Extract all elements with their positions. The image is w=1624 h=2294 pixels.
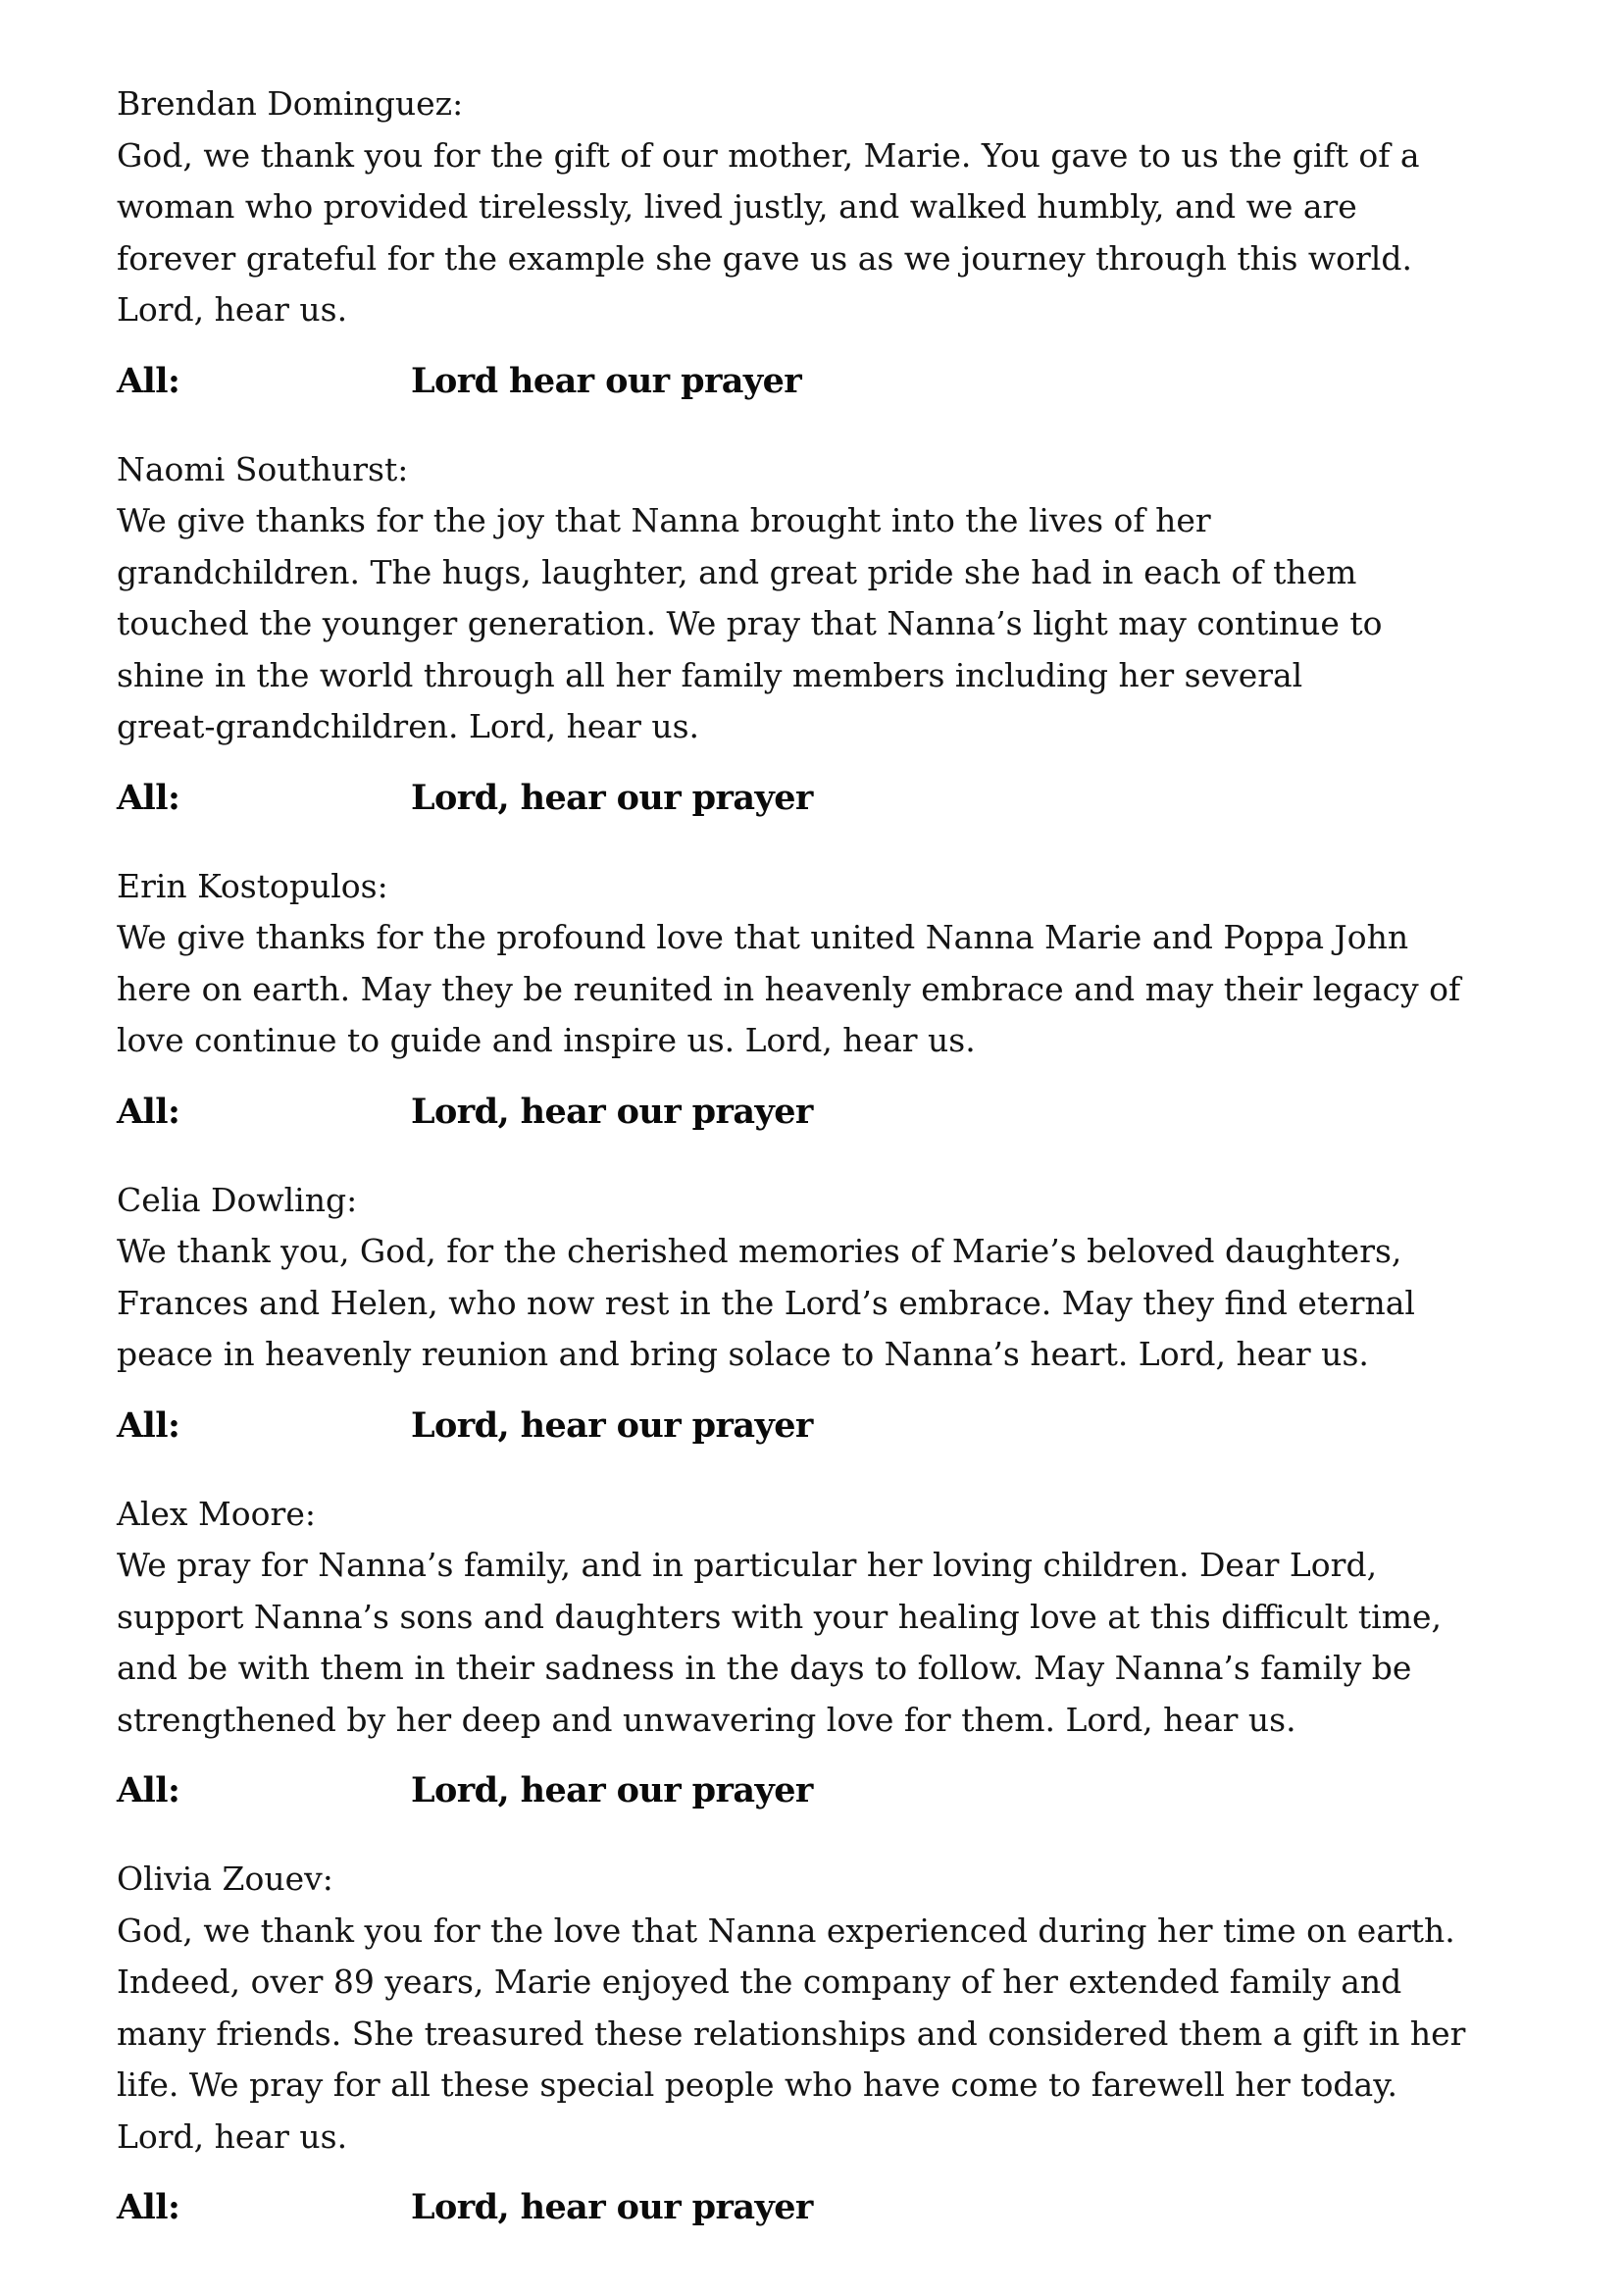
prayer-line: touched the younger generation. We pray that Nanna’s light may continue to [117, 604, 1383, 642]
response-label: All: [117, 1770, 180, 1810]
prayer-line: We give thanks for the profound love that united Nanna Marie and Poppa John [117, 918, 1409, 956]
prayer-line: We thank you, God, for the cherished memories of Marie’s beloved daughters, [117, 1232, 1402, 1270]
prayer-text [117, 1226, 1529, 1381]
congregation-response [117, 1088, 1529, 1137]
prayer-line: many friends. She treasured these relationships and considered them a gift in her [117, 2014, 1466, 2053]
prayer-line: forever grateful for the example she gave us as we journey through this world. [117, 238, 1412, 278]
reader-name: Alex Moore: [117, 1494, 316, 1533]
prayer-line: Lord, hear us. [117, 2116, 348, 2156]
prayer-text [117, 130, 1529, 336]
prayer-line: We give thanks for the joy that Nanna brought into the lives of her [117, 501, 1211, 539]
congregation-response [117, 1402, 1529, 1451]
congregation-response [117, 2183, 1529, 2232]
reader-name: Naomi Southurst: [117, 449, 409, 488]
reader-name: Celia Dowling: [117, 1180, 358, 1219]
intercession-3 [117, 861, 1529, 1137]
prayers-of-the-faithful-page [117, 78, 1529, 2232]
prayer-line: and be with them in their sadness in the days to follow. May Nanna’s family be [117, 1649, 1412, 1687]
prayer-line: love continue to guide and inspire us. Lord, hear us. [117, 1021, 976, 1059]
prayer-line: grandchildren. The hugs, laughter, and great pride she had in each of them [117, 552, 1357, 591]
prayer-line: We pray for Nanna’s family, and in particular her loving children. Dear Lord, [117, 1546, 1378, 1584]
intercession-5 [117, 1489, 1529, 1816]
response-text: Lord hear our prayer [411, 360, 802, 401]
prayer-line: woman who provided tirelessly, lived justly, and walked humbly, and we are [117, 187, 1357, 226]
prayer-line: strengthened by her deep and unwavering love for them. Lord, hear us. [117, 1700, 1296, 1739]
prayer-line: God, we thank you for the gift of our mother, Marie. You gave to us the gift of a [117, 135, 1420, 175]
prayer-line: great-grandchildren. Lord, hear us. [117, 707, 700, 745]
intercession-1 [117, 78, 1529, 406]
response-label: All: [117, 2187, 180, 2227]
response-text: Lord, hear our prayer [411, 1404, 813, 1446]
response-label: All: [117, 777, 180, 818]
prayer-line: shine in the world through all her family members including her several [117, 655, 1303, 694]
prayer-line: God, we thank you for the love that Nanna experienced during her time on earth. [117, 1911, 1455, 1950]
prayer-text [117, 1906, 1529, 2164]
reader-name: Brendan Dominguez: [117, 84, 464, 123]
intercession-2 [117, 444, 1529, 823]
congregation-response [117, 774, 1529, 823]
prayer-line: life. We pray for all these special people who have come to farewell her today. [117, 2065, 1397, 2104]
prayer-line: here on earth. May they be reunited in heavenly embrace and may their legacy of [117, 969, 1461, 1008]
prayer-line: support Nanna’s sons and daughters with your healing love at this difficult time, [117, 1597, 1443, 1636]
response-text: Lord, hear our prayer [411, 2187, 813, 2227]
response-label: All: [117, 360, 180, 401]
prayer-line: Lord, hear us. [117, 290, 348, 329]
prayer-text [117, 495, 1529, 753]
response-label: All: [117, 1091, 180, 1132]
intercession-4 [117, 1175, 1529, 1451]
prayer-line: peace in heavenly reunion and bring solace to Nanna’s heart. Lord, hear us. [117, 1335, 1369, 1373]
congregation-response [117, 1766, 1529, 1815]
prayer-text [117, 912, 1529, 1067]
reader-name: Erin Kostopulos: [117, 866, 388, 905]
congregation-response [117, 357, 1529, 406]
prayer-line: Frances and Helen, who now rest in the Lord’s embrace. May they find eternal [117, 1283, 1415, 1322]
response-label: All: [117, 1404, 180, 1446]
prayer-line: Indeed, over 89 years, Marie enjoyed the company of her extended family and [117, 1963, 1402, 2001]
response-text: Lord, hear our prayer [411, 1770, 813, 1810]
response-text: Lord, hear our prayer [411, 1091, 813, 1132]
reader-name: Olivia Zouev: [117, 1860, 333, 1898]
response-text: Lord, hear our prayer [411, 777, 813, 818]
prayer-text [117, 1540, 1529, 1746]
intercession-6 [117, 1854, 1529, 2232]
